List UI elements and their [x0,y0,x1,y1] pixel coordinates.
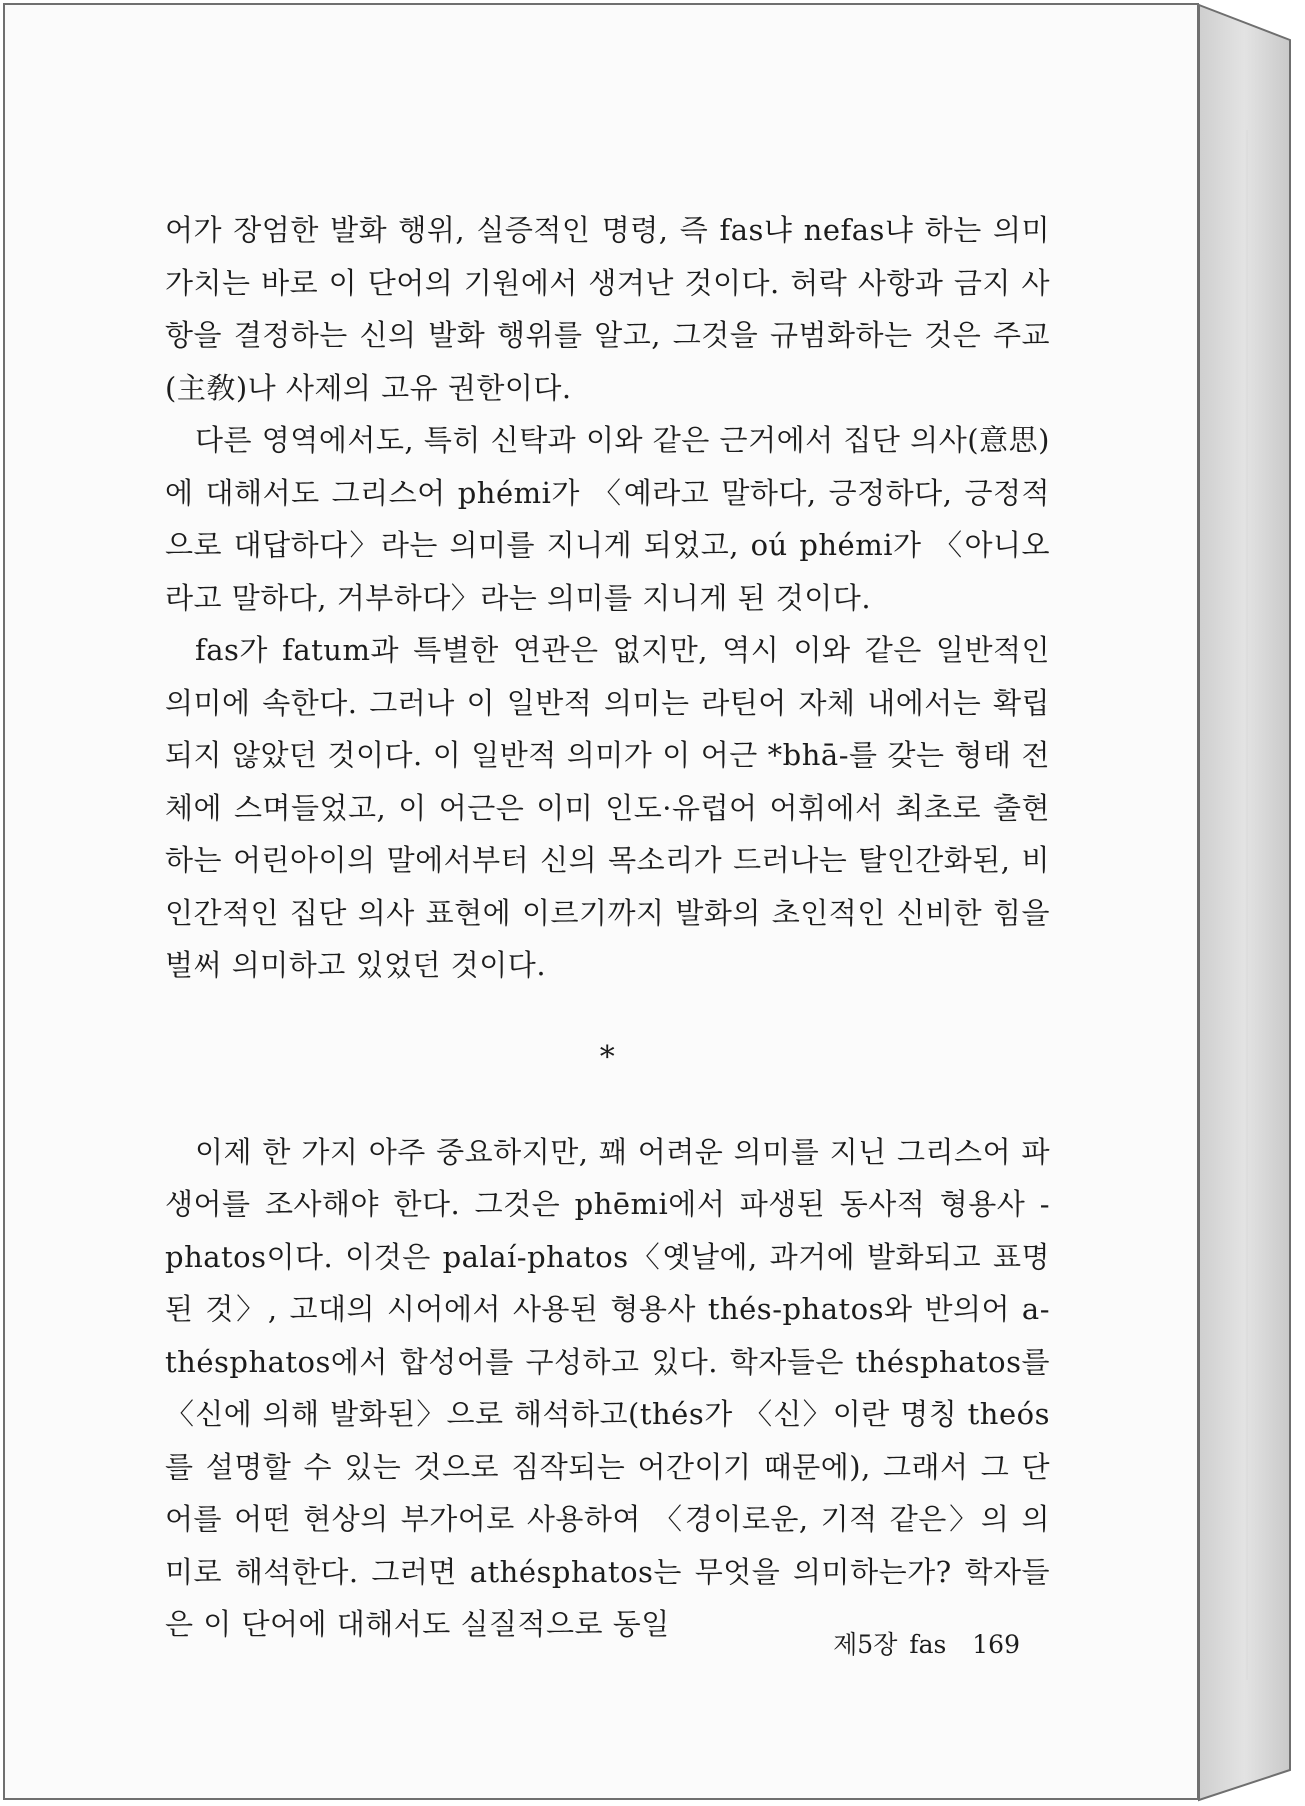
chapter-label: 제5장 [833,1630,898,1659]
paragraph: 어가 장엄한 발화 행위, 실증적인 명령, 즉 fas냐 nefas냐 하는 의미 가치는 바로 이 단어의 기원에서 생겨난 것이다. 허락 사항과 금지 사항을 결정하는 신의 발화 행위를 알고, 그것을 규범화하는 것은 주교(主敎)나 사제의 고유 권한이다. [165,213,1050,405]
page-footer [829,1625,1020,1661]
paragraph: 다른 영역에서도, 특히 신탁과 이와 같은 근거에서 집단 의사(意思)에 대해서도 그리스어 phémi가 〈예라고 말하다, 긍정하다, 긍정적으로 대답하다〉라는 의미를 지니게 되었고, oú phémi가 〈아니오라고 말하다, 거부하다〉라는 의미를 지니게 된 것이다. [165,423,1050,615]
chapter-title: fas [909,1630,947,1659]
page-body [165,204,1050,1651]
paragraph: 이제 한 가지 아주 중요하지만, 꽤 어려운 의미를 지닌 그리스어 파생어를 조사해야 한다. 그것은 phēmi에서 파생된 동사적 형용사 -phatos이다. 이것은 palaí-phatos〈옛날에, 과거에 발화되고 표명된 것〉, 고대의 시어에서 사용된 형용사 thés-phatos와 반의어 a-thésphatos에서 합성어를 구성하고 있다. 학자들은 thésphatos를 〈신에 의해 발화된〉으로 해석하고(thés가 〈신〉이란 명칭 theós를 설명할 수 있는 것으로 짐작되는 어간이기 때문에), 그래서 그 단어를 어떤 현상의 부가어로 사용하여 〈경이로운, 기적 같은〉의 의미로 해석한다. 그러면 athésphatos는 무엇을 의미하는가? 학자들은 이 단어에 대해서도 실질적으로 동일 [165,1134,1050,1641]
page-number: 169 [972,1630,1020,1659]
paragraph: fas가 fatum과 특별한 연관은 없지만, 역시 이와 같은 일반적인 의미에 속한다. 그러나 이 일반적 의미는 라틴어 자체 내에서는 확립되지 않았던 것이다. 이 일반적 의미가 이 어근 *bhā-를 갖는 형태 전체에 스며들었고, 이 어근은 이미 인도·유럽어 어휘에서 최초로 출현하는 어린아이의 말에서부터 신의 목소리가 드러나는 탈인간화된, 비인간적인 집단 의사 표현에 이르기까지 발화의 초인적인 신비한 힘을 벌써 의미하고 있었던 것이다. [165,633,1050,982]
section-separator: * [599,1039,616,1075]
